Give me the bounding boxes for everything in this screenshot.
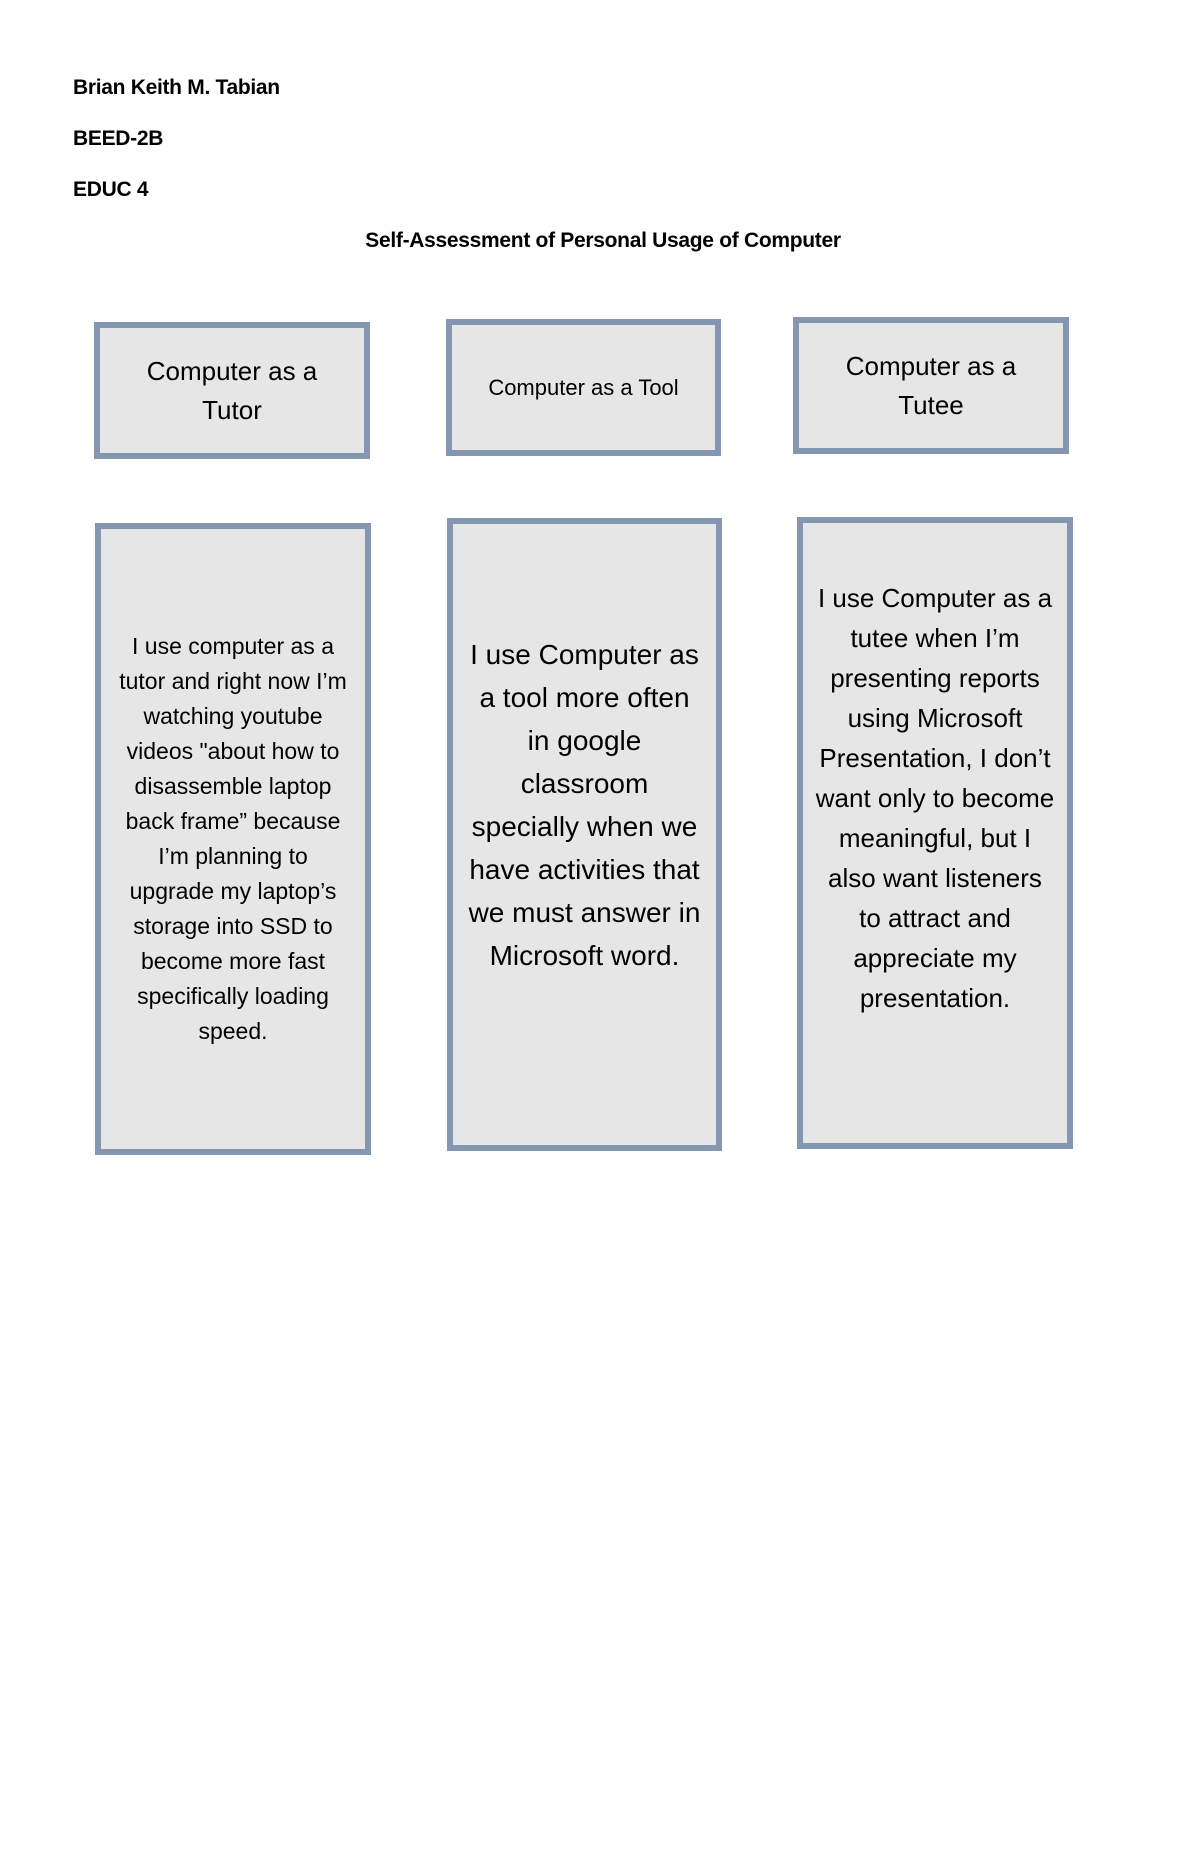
content-text-tool: I use Computer as a tool more often in google classroom specially when we have activities that we must answer in Microsoft word. bbox=[468, 638, 701, 971]
heading-label-tutor: Computer as a Tutor bbox=[146, 355, 318, 425]
student-section: BEED-2B bbox=[73, 127, 164, 150]
heading-label-tutee: Computer as a Tutee bbox=[845, 350, 1017, 420]
course-code: EDUC 4 bbox=[73, 178, 149, 201]
content-text-tutor: I use computer as a tutor and right now I’m watching youtube videos "about how to disassemble laptop back frame” because I’m planning to upgrade my laptop’s storage into SSD to become more fast specifically loading speed. bbox=[119, 633, 347, 1044]
heading-box-tool bbox=[446, 319, 721, 456]
content-box-tutee bbox=[797, 517, 1073, 1149]
heading-box-tutor bbox=[94, 322, 370, 459]
author-name: Brian Keith M. Tabian bbox=[73, 76, 280, 99]
content-box-tutor bbox=[95, 523, 371, 1155]
heading-label-tool: Computer as a Tool bbox=[488, 375, 679, 400]
content-text-tutee: I use Computer as a tutee when I’m presenting reports using Microsoft Presentation, I don’t want only to become meaningful, but I also want listeners to attract and appreciate my presentation. bbox=[815, 583, 1055, 1013]
document-title: Self-Assessment of Personal Usage of Computer bbox=[365, 229, 841, 252]
content-box-tool bbox=[447, 518, 722, 1151]
heading-box-tutee bbox=[793, 317, 1069, 454]
